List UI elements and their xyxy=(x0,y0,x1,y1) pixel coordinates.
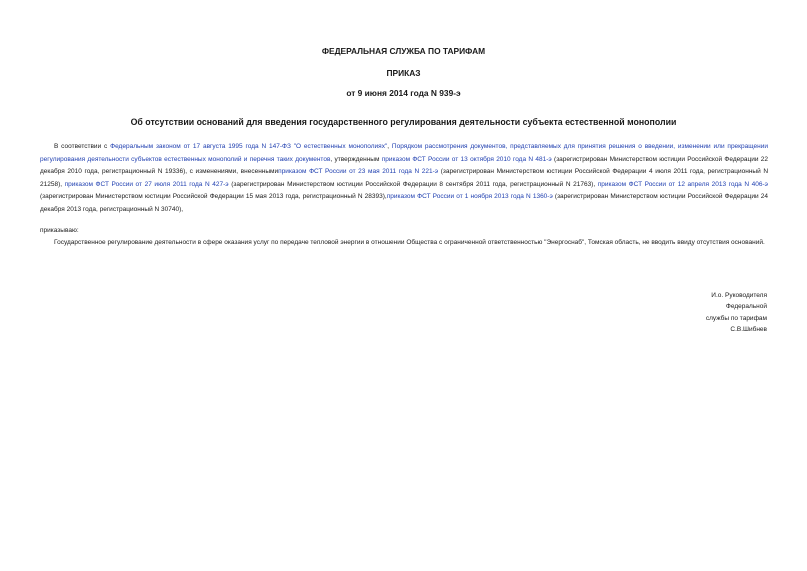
preamble-text-7: (зарегистрирован Министерством юстиции Российской Федерации 15 мая 2013 года, регистрационный N 28393), xyxy=(40,193,387,200)
decree-word: приказываю: xyxy=(40,227,79,234)
link-federal-law[interactable]: Федеральным законом от 17 августа 1995 года N 147-ФЗ "О естественных монополиях" xyxy=(110,143,388,150)
link-procedure[interactable]: Порядком рассмотрения документов, представляемых для принятия решения о введении, изменении или прекращении регулирования деятельности субъектов естественных монополий и перечня таких документов xyxy=(40,143,768,163)
signature-agency-line1: Федеральной xyxy=(725,303,767,310)
document-type: ПРИКАЗ xyxy=(386,68,421,78)
preamble-text-8: (зарегистрирован Министерством юстиции Российской Федерации 24 декабря 2013 года, регистрационный N 30740), xyxy=(40,193,768,213)
link-order-1360[interactable]: приказом ФСТ России от 1 ноября 2013 года N 1360-э xyxy=(386,193,553,200)
preamble-text-2: , xyxy=(387,143,392,150)
preamble-text-6: (зарегистрирован Министерством юстиции Российской Федерации 8 сентября 2011 года, регистрационный N 21763), xyxy=(228,180,598,188)
link-order-406[interactable]: приказом ФСТ России от 12 апреля 2013 года N 406-э xyxy=(597,180,768,188)
preamble-paragraph xyxy=(40,141,768,216)
signature-position: И.о. Руководителя xyxy=(711,292,767,299)
link-order-481[interactable]: приказом ФСТ России от 13 октября 2010 года N 481-э xyxy=(381,155,552,163)
document-date-number: от 9 июня 2014 года N 939-э xyxy=(346,88,461,98)
agency-name: ФЕДЕРАЛЬНАЯ СЛУЖБА ПО ТАРИФАМ xyxy=(321,46,486,56)
signature-agency-line2: службы по тарифам xyxy=(705,315,767,322)
preamble-text-5: (зарегистрирован Министерством юстиции Российской Федерации 4 июля 2011 года, регистрационный N 21258), xyxy=(40,168,769,188)
signatory-name: С.В.Шибнев xyxy=(730,326,767,333)
decision-paragraph: Государственное регулирование деятельности в сфере оказания услуг по передаче тепловой энергии в отношении Общества с ограниченной ответственностью "Энергоснаб", Томская область, не вводить ввиду отсутствия оснований. xyxy=(54,239,765,246)
link-order-221[interactable]: приказом ФСТ России от 23 мая 2011 года N 221-э xyxy=(278,168,439,175)
preamble-text-4: (зарегистрирован Министерством юстиции Российской Федерации 22 декабря 2010 года, регистрационный N 19336), с изменениями, внесенными xyxy=(40,155,769,175)
preamble-text-1: В соответствии с xyxy=(54,143,111,150)
document-title: Об отсутствии оснований для введения государственного регулирования деятельности субъекта естественной монополии xyxy=(130,117,677,127)
preamble-text-3: , утвержденным xyxy=(330,155,382,163)
link-order-427[interactable]: приказом ФСТ России от 27 июля 2011 года N 427-э xyxy=(64,180,229,188)
